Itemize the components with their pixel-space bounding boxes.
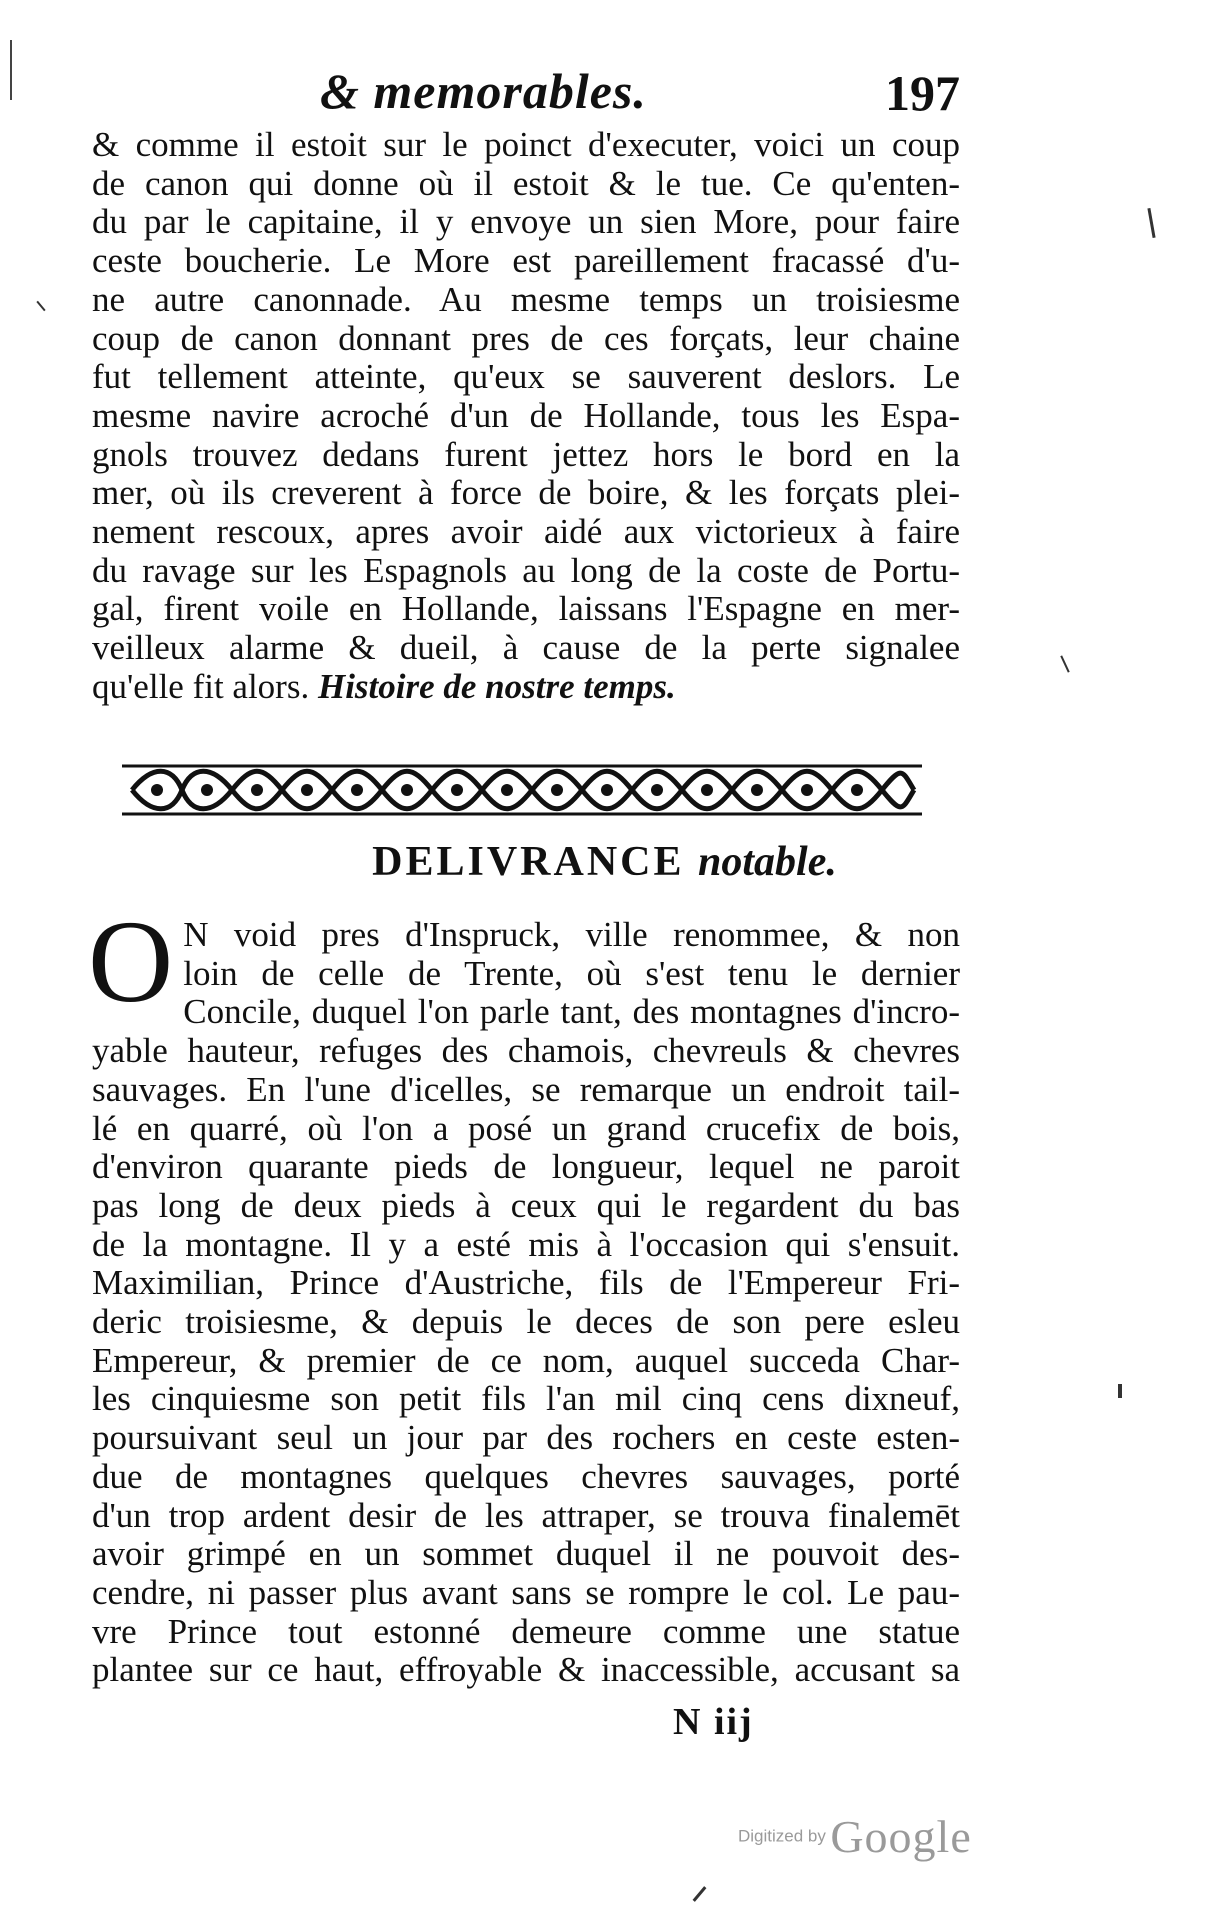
text-line: du par le capitaine, il y envoye un sien More, pour faire: [92, 202, 960, 242]
text-line: plantee sur ce haut, effroyable & inaccessible, accusant sa: [92, 1650, 960, 1690]
last-line-text: qu'elle fit alors.: [92, 666, 310, 706]
text-line: due de montagnes quelques chevres sauvages, porté: [92, 1456, 960, 1496]
paragraph-continued: [92, 126, 960, 707]
text-line: avoir grimpé en un sommet duquel il ne pouvoit des-: [92, 1534, 960, 1574]
watermark-brand-logo: Google: [830, 1811, 972, 1862]
text-line: mer, où ils creverent à force de boire, & les forçats plei-: [92, 473, 960, 513]
text-line: pas long de deux pieds à ceux qui le regardent du bas: [92, 1185, 960, 1225]
section-title: [0, 838, 1209, 886]
text-line: veilleux alarme & dueil, à cause de la perte signalee: [92, 628, 960, 668]
text-line: Maximilian, Prince d'Austriche, fils de l'Empereur Fri-: [92, 1263, 960, 1303]
signature-mark: N iij: [673, 1701, 754, 1743]
text-line: de la montagne. Il y a esté mis à l'occasion qui s'ensuit.: [92, 1224, 960, 1264]
text-line: coup de canon donnant pres de ces forçats, leur chaine: [92, 318, 960, 358]
page-header: [320, 62, 960, 122]
text-line: d'environ quarante pieds de longueur, lequel ne paroit: [92, 1147, 960, 1187]
text-line: Empereur, & premier de ce nom, auquel succeda Char-: [92, 1340, 960, 1380]
text-line: deric troisiesme, & depuis le deces de son pere esleu: [92, 1302, 960, 1342]
source-citation: Histoire de nostre temps.: [317, 666, 676, 706]
text-line: de canon qui donne où il estoit & le tue. Ce qu'enten-: [92, 163, 960, 203]
text-line: vre Prince tout estonné demeure comme une statue: [92, 1611, 960, 1651]
scan-speck: [693, 1886, 707, 1902]
text-line: gnols trouvez dedans furent jettez hors le bord en la: [92, 434, 960, 474]
text-line: loin de celle de Trente, où s'est tenu le dernier: [183, 953, 960, 993]
page-edge-mark: [10, 40, 12, 100]
text-line: yable hauteur, refuges des chamois, chevreuls & chevres: [92, 1031, 960, 1071]
page-number: 197: [885, 65, 960, 121]
scan-speck: [36, 301, 45, 311]
digitization-watermark: [738, 1810, 972, 1866]
text-line: gal, firent voile en Hollande, laissans l'Espagne en mer-: [92, 589, 960, 629]
text-line: mesme navire acroché d'un de Hollande, tous les Espa-: [92, 395, 960, 435]
ornament-pattern: [132, 771, 914, 809]
text-line: nement rescoux, apres avoir aidé aux victorieux à faire: [92, 512, 960, 552]
ornament-dots: [151, 784, 863, 796]
text-line: Concile, duquel l'on parle tant, des montagnes d'incro-: [183, 992, 960, 1032]
text-line: N void pres d'Inspruck, ville renommee, & non: [183, 915, 960, 954]
text-line: lé en quarré, où l'on a posé un grand crucefix de bois,: [92, 1108, 960, 1148]
watermark-prefix: Digitized by: [738, 1826, 826, 1846]
scan-speck: [1147, 208, 1155, 238]
section-title-caps: DELIVRANCE: [372, 839, 685, 885]
running-title: & memorables.: [320, 63, 647, 119]
scan-speck: [1118, 1384, 1122, 1398]
text-line-last: [92, 668, 960, 707]
drop-capital: O: [88, 896, 174, 1027]
text-line: poursuivant seul un jour par des rochers en ceste esten-: [92, 1418, 960, 1458]
text-line: d'un trop ardent desir de les attraper, se trouva finalemēt: [92, 1495, 960, 1535]
text-line: du ravage sur les Espagnols au long de la coste de Portu-: [92, 550, 960, 590]
text-line: ne autre canonnade. Au mesme temps un troisiesme: [92, 279, 960, 319]
scan-speck: [1060, 655, 1069, 672]
section-title-italic: notable.: [698, 839, 837, 885]
text-line: sauvages. En l'une d'icelles, se remarque un endroit tail-: [92, 1069, 960, 1109]
text-line: fut tellement atteinte, qu'eux se sauverent deslors. Le: [92, 357, 960, 397]
ornament-band: [122, 760, 922, 820]
paragraph-delivrance: [88, 896, 960, 1690]
text-line: ceste boucherie. Le More est pareillement fracassé d'u-: [92, 241, 960, 281]
text-line: les cinquiesme son petit fils l'an mil cinq cens dixneuf,: [92, 1379, 960, 1419]
text-line: & comme il estoit sur le poinct d'executer, voici un coup: [92, 125, 960, 164]
text-line: cendre, ni passer plus avant sans se rompre le col. Le pau-: [92, 1572, 960, 1612]
